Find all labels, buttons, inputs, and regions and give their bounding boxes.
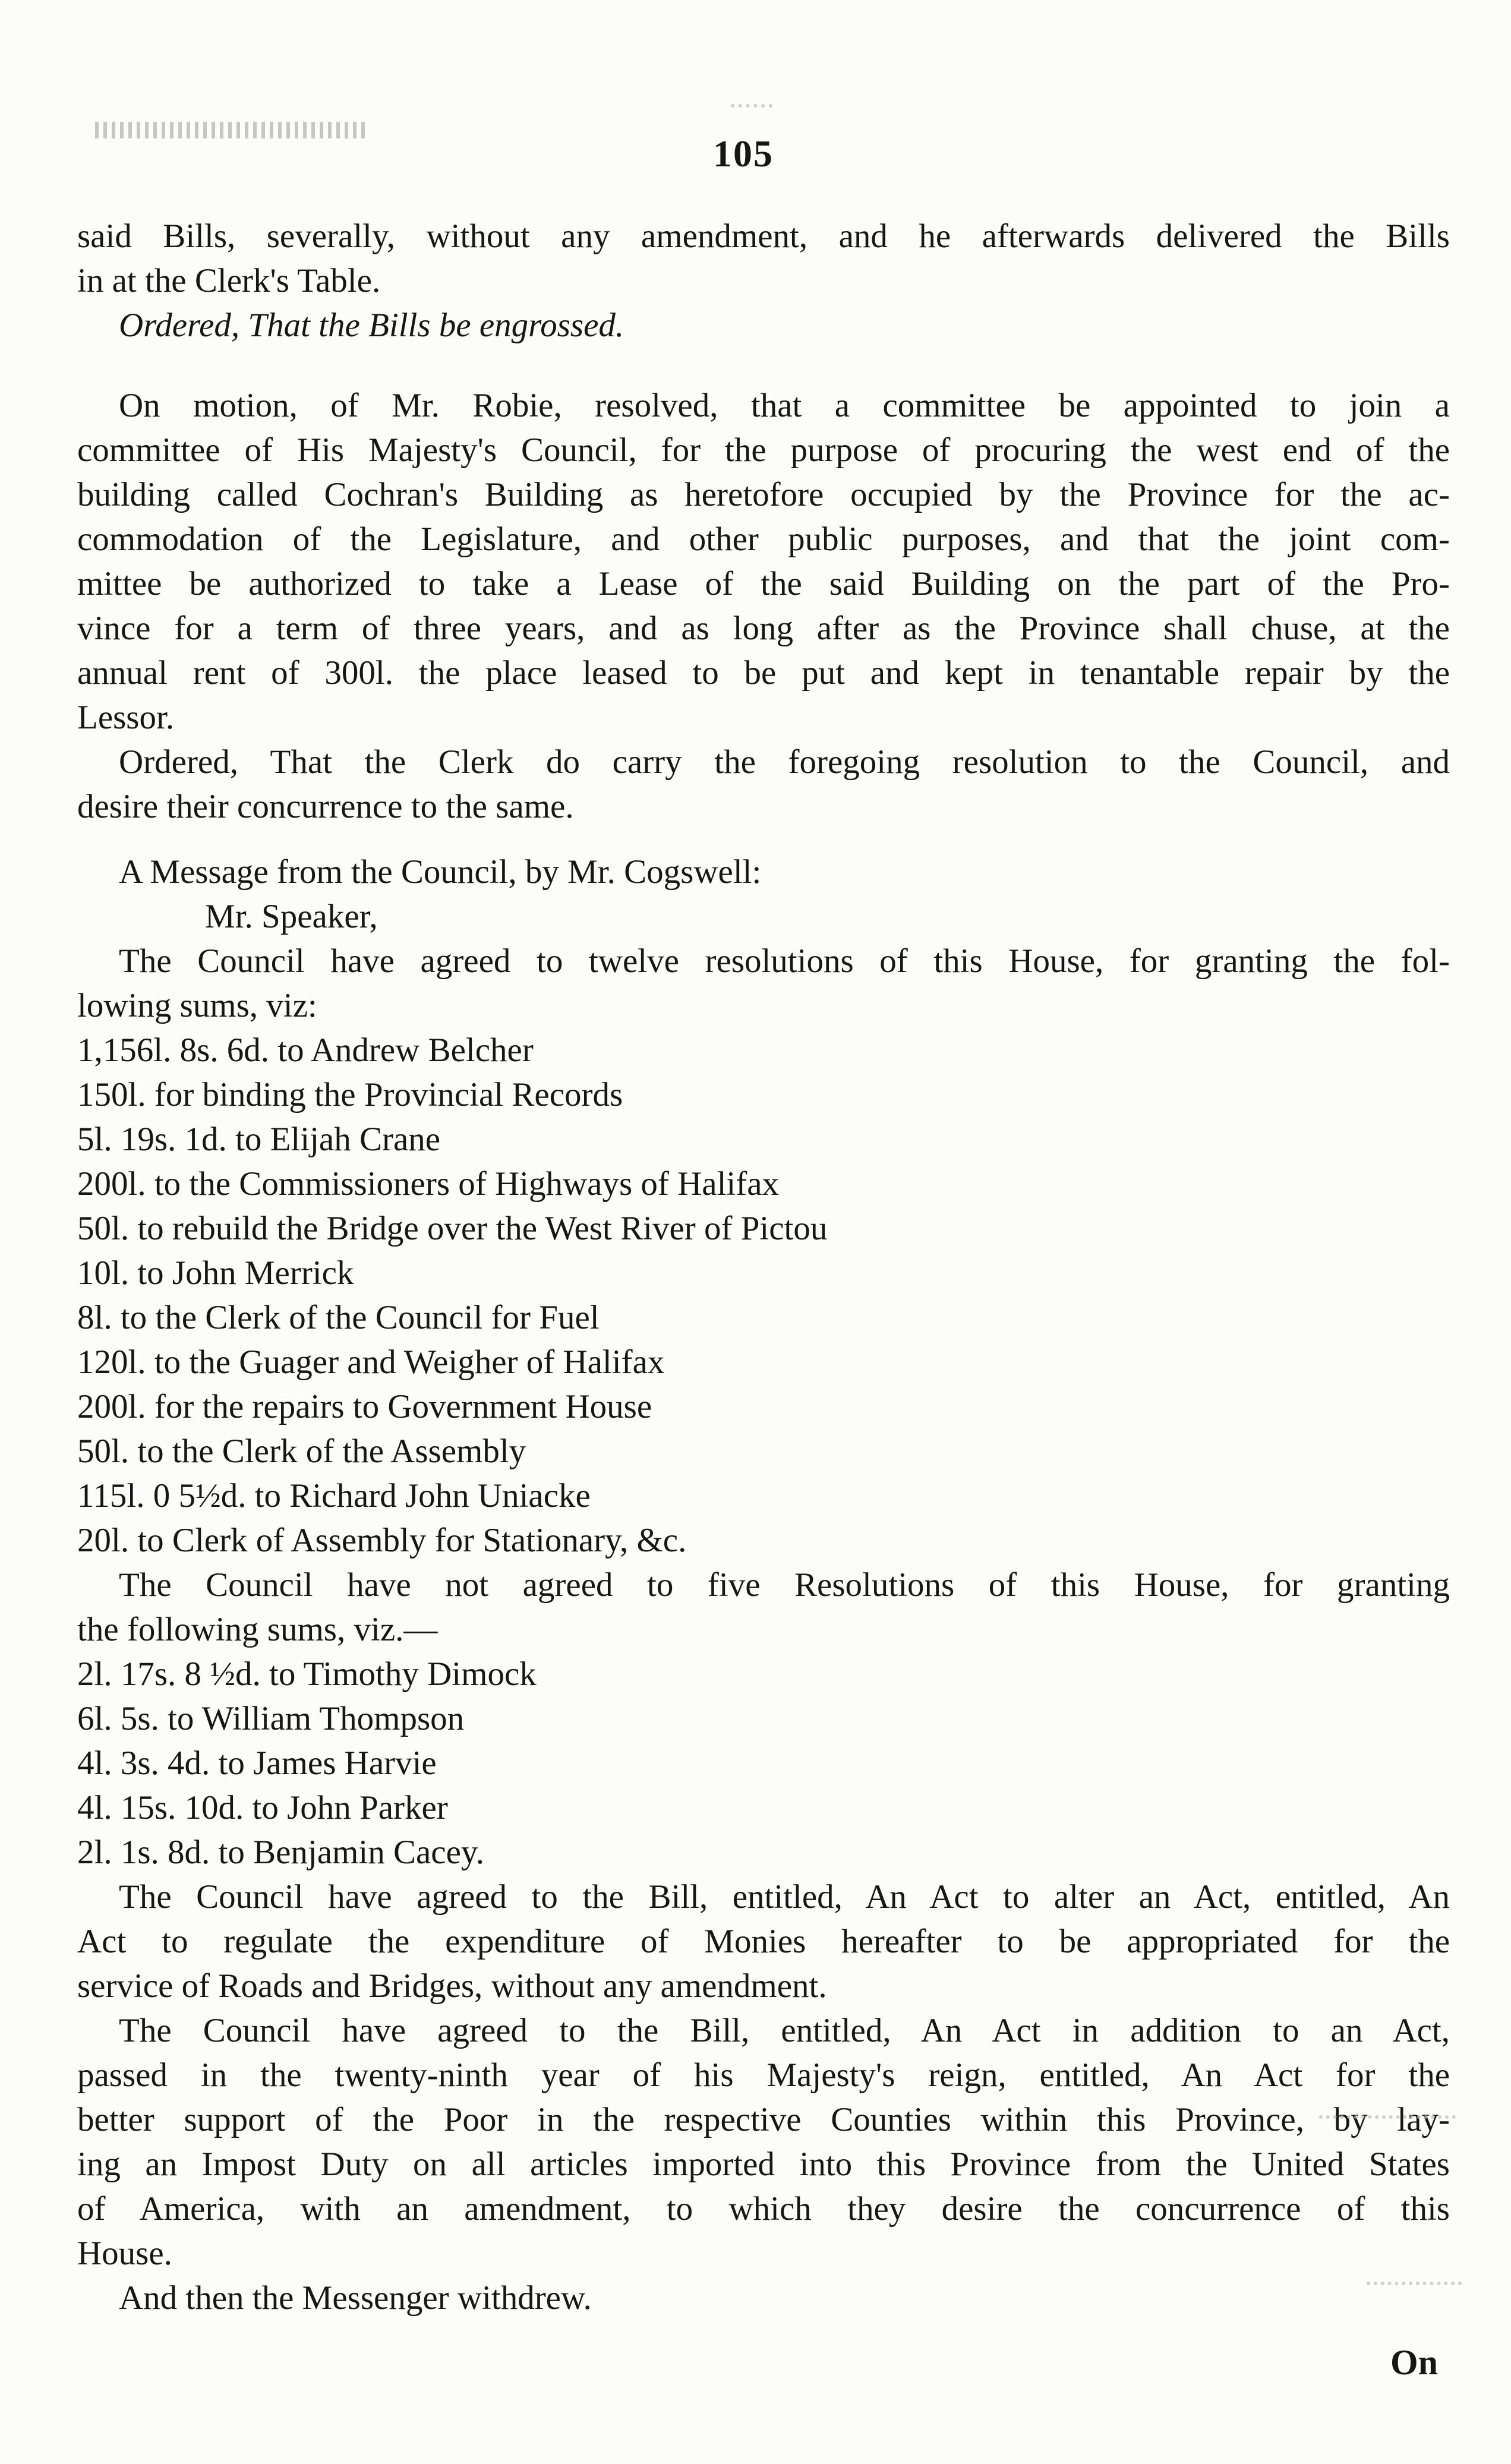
list-item: 2l. 1s. 8d. to Benjamin Cacey.: [77, 1834, 484, 1871]
list-item: 200l. to the Commissioners of Highways of Halifax: [77, 1165, 780, 1203]
text-line: The Council have not agreed to five Resolutions of this House, for granting: [119, 1566, 1450, 1604]
text-line: passed in the twenty-ninth year of his Majesty's reign, entitled, An Act for the: [77, 2056, 1450, 2094]
list-item: 50l. to the Clerk of the Assembly: [77, 1433, 526, 1470]
text-line: in at the Clerk's Table.: [77, 262, 381, 299]
list-item: 1,156l. 8s. 6d. to Andrew Belcher: [77, 1031, 534, 1069]
list-item: 6l. 5s. to William Thompson: [77, 1700, 465, 1737]
list-item: 4l. 15s. 10d. to John Parker: [77, 1789, 448, 1826]
text-line: of America, with an amendment, to which they desire the concurrence of this: [77, 2190, 1450, 2228]
text-line: Act to regulate the expenditure of Monies hereafter to be appropriated for the: [77, 1923, 1450, 1960]
speckle: [731, 104, 772, 108]
list-item: 10l. to John Merrick: [77, 1254, 354, 1292]
text-line: Lessor.: [77, 699, 175, 736]
text-line: Ordered, That the Bills be engrossed.: [119, 307, 624, 344]
text-line: House.: [77, 2235, 172, 2272]
speckle: [1367, 2282, 1462, 2285]
text-line: The Council have agreed to twelve resolutions of this House, for granting the fol-: [119, 942, 1450, 980]
text-line: Ordered, That the Clerk do carry the foregoing resolution to the Council, and: [119, 743, 1450, 781]
list-item: 200l. for the repairs to Government House: [77, 1388, 652, 1425]
text-line: better support of the Poor in the respective Counties within this Province, by lay-: [77, 2101, 1450, 2138]
text-line: annual rent of 300l. the place leased to be put and kept in tenantable repair by the: [77, 654, 1450, 692]
text-line: committee of His Majesty's Council, for the purpose of procuring the west end of the: [77, 431, 1450, 469]
catchword: On: [1390, 2343, 1439, 2382]
list-item: 115l. 0 5½d. to Richard John Uniacke: [77, 1477, 591, 1515]
list-item: 120l. to the Guager and Weigher of Halifax: [77, 1343, 665, 1381]
list-item: 2l. 17s. 8 ½d. to Timothy Dimock: [77, 1655, 537, 1693]
text-line: service of Roads and Bridges, without any amendment.: [77, 1967, 827, 2005]
text-line: ing an Impost Duty on all articles imported into this Province from the United States: [77, 2146, 1450, 2183]
text-line: the following sums, viz.—: [77, 1611, 438, 1648]
speckle: [1319, 2115, 1456, 2119]
page-number: 105: [713, 132, 774, 175]
text-line: The Council have agreed to the Bill, entitled, An Act in addition to an Act,: [119, 2012, 1450, 2049]
list-item: 8l. to the Clerk of the Council for Fuel: [77, 1299, 600, 1336]
text-line: Mr. Speaker,: [205, 898, 378, 935]
text-line: desire their concurrence to the same.: [77, 788, 574, 825]
list-item: 5l. 19s. 1d. to Elijah Crane: [77, 1121, 441, 1158]
list-item: 50l. to rebuild the Bridge over the West River of Pictou: [77, 1210, 828, 1247]
text-line: mittee be authorized to take a Lease of the said Building on the part of the Pro-: [77, 565, 1450, 602]
list-item: 20l. to Clerk of Assembly for Stationary, &c.: [77, 1522, 687, 1559]
text-line: commodation of the Legislature, and other public purposes, and that the joint com-: [77, 520, 1450, 558]
text-line: A Message from the Council, by Mr. Cogswell:: [119, 853, 762, 891]
text-line: And then the Messenger withdrew.: [119, 2279, 592, 2317]
header-smudge: [95, 122, 368, 138]
list-item: 4l. 3s. 4d. to James Harvie: [77, 1744, 437, 1782]
list-item: 150l. for binding the Provincial Records: [77, 1076, 623, 1113]
text-line: said Bills, severally, without any amendment, and he afterwards delivered the Bills: [77, 217, 1450, 255]
text-line: The Council have agreed to the Bill, entitled, An Act to alter an Act, entitled, An: [119, 1878, 1450, 1916]
text-line: vince for a term of three years, and as long after as the Province shall chuse, at the: [77, 610, 1450, 647]
text-line: lowing sums, viz:: [77, 987, 317, 1024]
text-line: On motion, of Mr. Robie, resolved, that a committee be appointed to join a: [119, 387, 1450, 424]
text-line: building called Cochran's Building as heretofore occupied by the Province for the ac-: [77, 476, 1450, 513]
